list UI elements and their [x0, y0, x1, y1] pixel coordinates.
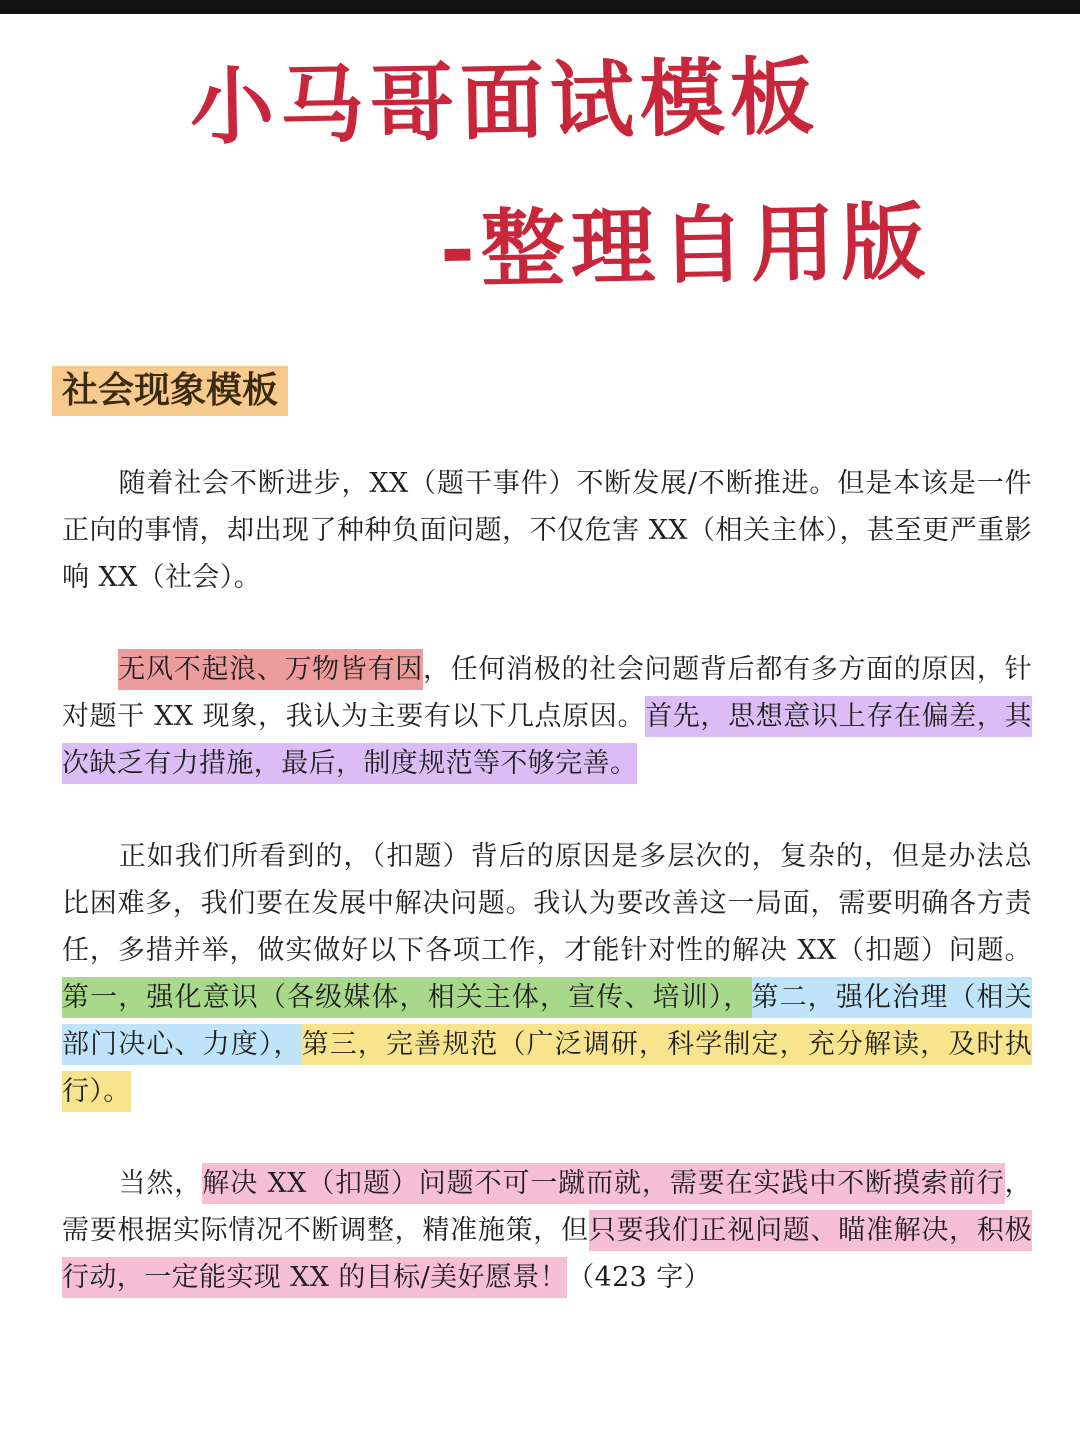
- highlight-yellow: 第三，完善规范（广泛调研，科学制定，充分解读，及时执行）。: [62, 1024, 1032, 1112]
- paragraph-conclusion: [62, 1160, 1032, 1301]
- paragraph-measures: [62, 833, 1032, 1115]
- top-bar: [0, 0, 1080, 14]
- word-count: （423 字）: [567, 1262, 712, 1293]
- paragraph-causes-text: ，任何消极的社会问题背后都有多方面的原因，针对题干 XX 现象，我认为主要有以下几点原因。: [62, 654, 1032, 732]
- page-title: 小马哥面试模板: [189, 47, 821, 157]
- paragraph-intro: [62, 460, 1032, 601]
- highlight-pink-3: 只要我们正视问题、瞄准解决，积极行动，一定能实现 XX 的目标/美好愿景！: [62, 1210, 1032, 1298]
- section-heading: 社会现象模板: [52, 366, 288, 416]
- highlight-pink-1: 解决 XX（扣题）问题不可一蹴而就，: [202, 1163, 670, 1204]
- highlight-purple: 首先，思想意识上存在偏差，其次缺乏有力措施，最后，制度规范等不够完善。: [62, 696, 1032, 784]
- highlight-green: 第一，强化意识（各级媒体，相关主体，宣传、培训），: [62, 977, 752, 1018]
- title-banner: [0, 14, 1080, 314]
- paragraph-intro-text: 随着社会不断进步，XX（题干事件）不断发展/不断推进。但是本该是一件正向的事情，却出现了种种负面问题，不仅危害 XX（相关主体），甚至更严重影响 XX（社会）。: [62, 468, 1032, 593]
- highlight-pink-2: 需要在实践中不断摸索前行: [670, 1163, 1005, 1204]
- page-subtitle: -整理自用版: [439, 192, 932, 300]
- paragraph-conclusion-text-a: 当然，: [118, 1168, 203, 1199]
- paragraph-causes: [62, 646, 1032, 787]
- paragraph-conclusion-text-b: ，需要根据实际情况不断调整，精准施策，但: [62, 1168, 1032, 1246]
- paragraph-measures-text: 正如我们所看到的，（扣题）背后的原因是多层次的，复杂的，但是办法总比困难多，我们要在发展中解决问题。我认为要改善这一局面，需要明确各方责任，多措并举，做实做好以下各项工作，才能针对性的解决 XX（扣题）问题。: [62, 841, 1032, 966]
- highlight-blue: 第二，强化治理（相关部门决心、力度），: [62, 977, 1032, 1065]
- highlight-red: 无风不起浪、万物皆有因: [118, 649, 423, 690]
